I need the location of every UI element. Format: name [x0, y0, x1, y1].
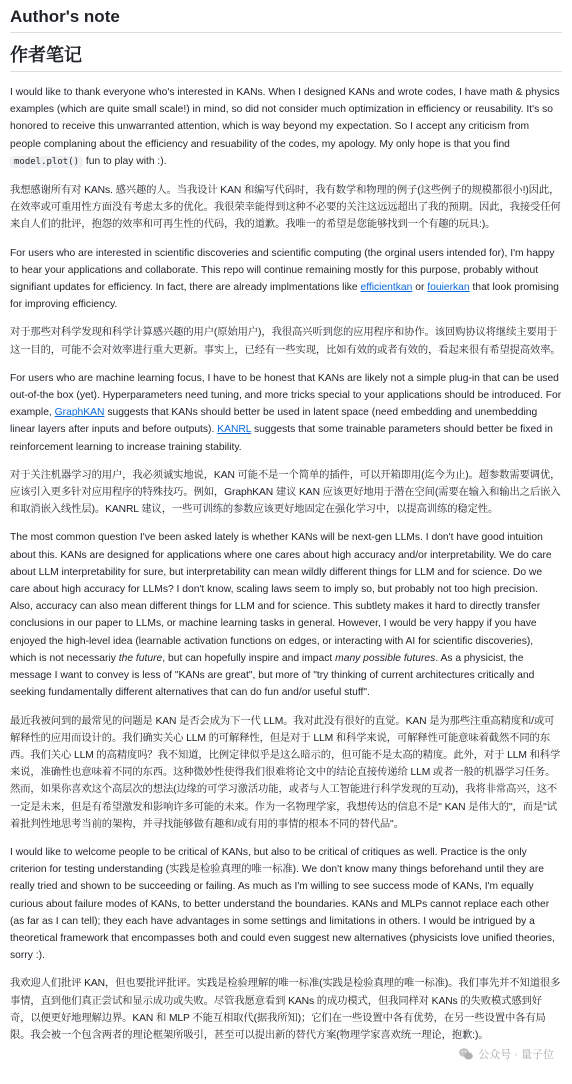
paragraph-text: or	[412, 282, 428, 294]
emphasis-many-possible-futures: many possible futures	[335, 652, 436, 664]
paragraph-llm-question-en	[10, 529, 562, 701]
paragraph-text: For users who are interested in scientific discoveries and scientific computing (the orginal users intended for), I'm happy to hear your applications and collaborate. This repo will continue remaining mostly for this purpose, probably without signifiant updates for efficiency. In fact, there are already implmentations like	[10, 247, 555, 294]
paragraph-text: I would like to thank everyone who's interested in KANs. When I designed KANs and wrote codes, I have math & physics examples (which are quite small scale!) in mind, so did not consider much optimization in efficiency or reusability. It's so honored to receive this unwarranted attention, which is way beyond my expectation. So I accept any criticism from people complaning about the efficiency and resuability of the codes, my apology. My only hope is that you find	[10, 87, 560, 150]
paragraph-science-users-en	[10, 245, 562, 314]
watermark	[454, 1044, 558, 1064]
paragraph-science-users-cn: 对于那些对科学发现和科学计算感兴趣的用户(原始用户)，我很高兴听到您的应用程序和协作。该回购协议将继续主要用于这一目的，可能不会对效率进行重大更新。事实上，已经有一些实现，比如有效的或者有效的，看起来很有希望提高效率。	[10, 327, 561, 356]
wechat-icon	[458, 1046, 474, 1062]
paragraph-text: that look promising for improving efficiency.	[10, 282, 559, 311]
inline-code-model-plot: model.plot()	[10, 156, 83, 168]
link-graphkan[interactable]: GraphKAN	[54, 407, 105, 419]
paragraph-critique-en: I would like to welcome people to be critical of KANs, but also to be critical of critiques as well. Practice is the only criterion for testing understanding (实践是检验真理的唯一标准). We don't know many things beforehand until they are really tried and shown to be succeeding or failing. As much as I'm willing to see success mode of KANs, I'm equally curious about failure modes of KANs, to better understand the boundaries. KANs and MLPs cannot replace each other (as far as I can tell); they each have advantages in some settings and limitations in others. I would be intrigued by a theoretical framework that encompasses both and could even suggest new alternatives (physicists love unified theories, sorry :).	[10, 846, 555, 962]
paragraph-llm-question-cn: 最近我被问到的最常见的问题是 KAN 是否会成为下一代 LLM。我对此没有很好的直觉。KAN 是为那些注重高精度和/或可解释性的应用而设计的。我们确实关心 LLM 的可解释性，但是对于 LLM 和科学来说，可解释性可能意味着截然不同的东西。我们关心 LLM 的高精度吗？我不知道，比例定律似乎是这么暗示的，但可能不是太高的精度。此外，对于 LLM 和科学来说，准确性也意味着不同的东西。这种微妙性使得我们很难将论文中的结论直接传递给 LLM 或者一般的机器学习任务。然而，如果你喜欢这个高层次的想法(边缘的可学习激活功能，或者与人工智能进行科学发现的互动)，我将非常高兴，这不一定是未来，但是有希望激发和影响许多可能的未来。作为一名物理学家，我想传达的信息不是" KAN 是伟大的"，而是"试着批判性地思考当前的架构，并寻找能够做有趣和/或有用的事情的根本不同的替代品"。	[10, 715, 561, 830]
paragraph-text: For users who are machine learning focus, I have to be honest that KANs are likely not a simple plug-in that can be used out-of-the box (yet). Hyperparameters need tuning, and more tricks special to your applications should be introduced. For example,	[10, 372, 562, 419]
paragraph-text: . As a physicist, the message I want to convey is less of "KANs are great", but more of "try thinking of current architectures critically and seeking fundamentally different alternatives that can do fun and/or useful stuff".	[10, 652, 535, 699]
paragraph-ml-users-cn: 对于关注机器学习的用户，我必须诚实地说，KAN 可能不是一个简单的插件，可以开箱即用(迄今为止)。超参数需要调优，应该引入更多针对应用程序的特殊技巧。例如，GraphKAN 建议 KAN 应该更好地用于潜在空间(需要在输入和输出之后嵌入和取消嵌入线性层)。KANRL 建议，一些可训练的参数应该更好地固定在强化学习中，以提高训练的稳定性。	[10, 469, 561, 516]
link-efficientkan[interactable]: efficientkan	[360, 282, 413, 294]
paragraph-thanks-cn: 我想感谢所有对 KANs. 感兴趣的人。当我设计 KAN 和编写代码时，我有数学和物理的例子(这些例子的规模都很小!)因此，在效率或可重用性方面没有考虑太多的优化。我很荣幸能得到这种不必要的关注这远远超出了我的预期。因此，我接受任何来自人们的批评，抱怨的效率和可再生性的代码，我的道歉。我唯一的希望是您能够找到一个有趣的玩具:)。	[10, 185, 561, 231]
link-fouierkan[interactable]: fouierkan	[427, 282, 470, 294]
authors-note-heading: Author's note	[10, 5, 562, 33]
paragraph-critique-cn: 我欢迎人们批评 KAN，但也要批评批评。实践是检验理解的唯一标准(实践是检验真理的唯一标准)。我们事先并不知道很多事情，直到他们真正尝试和显示成功或失败。尽管我愿意看到 KANs 的成功模式，但我同样对 KANs 的失败模式感到好奇，以便更好地理解边界。KAN 和 MLP 不能互相取代(据我所知)；它们在一些设置中各有优势，在另一些设置中各有局限。我会被一个包含两者的理论框架所吸引，甚至可以提出新的替代方案(物理学家喜欢统一理论，抱歉:)。	[10, 978, 561, 1041]
paragraph-ml-users-en	[10, 370, 562, 456]
paragraph-text: The most common question I've been asked lately is whether KANs will be next-gen LLMs. I don't have good intuition about this. KANs are designed for applications where one cares about high accuracy and/or interpretability. We do care about LLM interpretability for sure, but interpretability can mean wildly different things for LLM and for science. Do we care about high accuracy for LLMs? I don't know, scaling laws seem to imply so, but probably not too high precision. Also, accuracy can also mean different things for LLM and for science. This subtlety makes it hard to directly transfer conclusions in our paper to LLMs, or machine learning tasks in general. However, I would be very happy if you have enjoyed the high-level idea (learnable activation functions on edges, or interacting with AI for scientific discoveries), which is not necessariy	[10, 532, 552, 664]
watermark-text: 公众号 · 量子位	[478, 1049, 554, 1061]
paragraph-text: , but can hopefully inspire and impact	[162, 652, 336, 664]
emphasis-the-future: the future	[118, 652, 163, 664]
link-kanrl[interactable]: KANRL	[217, 424, 252, 436]
paragraph-thanks-en	[10, 84, 562, 171]
paragraph-text: suggests that KANs should better be used in latent space (need embedding and unembedding linear layers after inputs and before outputs).	[10, 407, 538, 436]
authors-note-cn-heading: 作者笔记	[10, 45, 562, 72]
paragraph-text: suggests that some trainable parameters should better be fixed in reinforcement learning to increase training stability.	[10, 424, 553, 453]
paragraph-text: fun to play with :).	[83, 155, 167, 167]
